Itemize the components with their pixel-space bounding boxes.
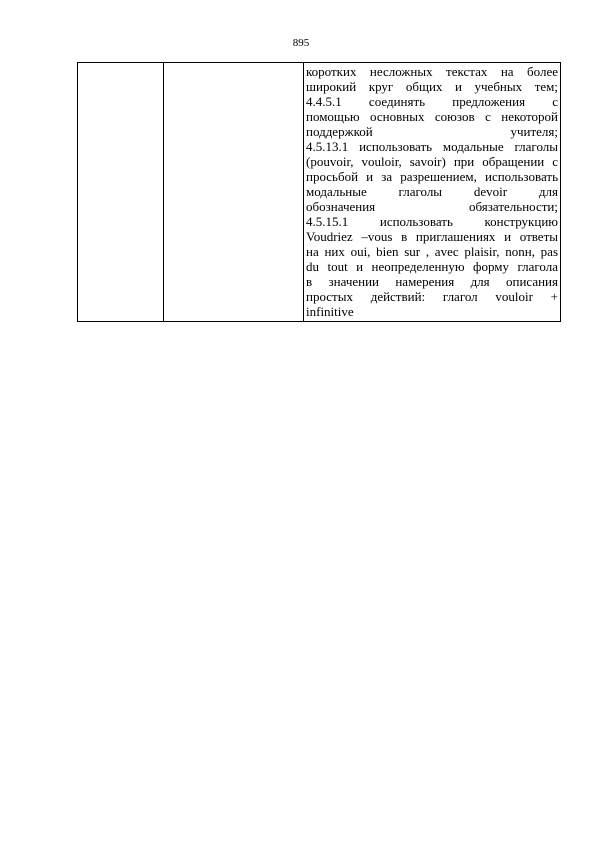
text-line: коротких несложных текстах на более	[306, 64, 558, 79]
text-line: широкий круг общих и учебных тем;	[306, 79, 558, 94]
table-cell-column-3	[304, 63, 561, 322]
text-line: просьбой и за разрешением, использовать	[306, 169, 558, 184]
cell-text-column-2	[164, 63, 303, 66]
text-line: infinitive	[306, 304, 354, 319]
text-line: 4.5.13.1 использовать модальные глаголы	[306, 139, 558, 154]
text-line: на них oui, bien sur , avec plaisir, nonн, pas	[306, 244, 558, 259]
text-line: обозначения обязательности;	[306, 199, 558, 214]
text-line: простых действий: глагол vouloir +	[306, 289, 558, 304]
cell-text-column-3	[304, 63, 560, 321]
text-line: Voudriez –vous в приглашениях и ответы	[306, 229, 558, 244]
text-line: поддержкой учителя;	[306, 124, 558, 139]
text-line: (pouvoir, vouloir, savoir) при обращении с	[306, 154, 558, 169]
text-line: модальные глаголы devoir для	[306, 184, 558, 199]
cell-text-column-1	[78, 63, 163, 66]
table-row	[78, 63, 561, 322]
page-number: 895	[292, 37, 310, 49]
curriculum-table	[77, 62, 561, 322]
text-line: du tout и неопределенную форму глагола	[306, 259, 558, 274]
text-line: помощью основных союзов с некоторой	[306, 109, 558, 124]
text-line: 4.4.5.1 соединять предложения с	[306, 94, 558, 109]
text-line: в значении намерения для описания	[306, 274, 558, 289]
table-cell-column-2	[164, 63, 304, 322]
text-line: 4.5.15.1 использовать конструкцию	[306, 214, 558, 229]
table-cell-column-1	[78, 63, 164, 322]
